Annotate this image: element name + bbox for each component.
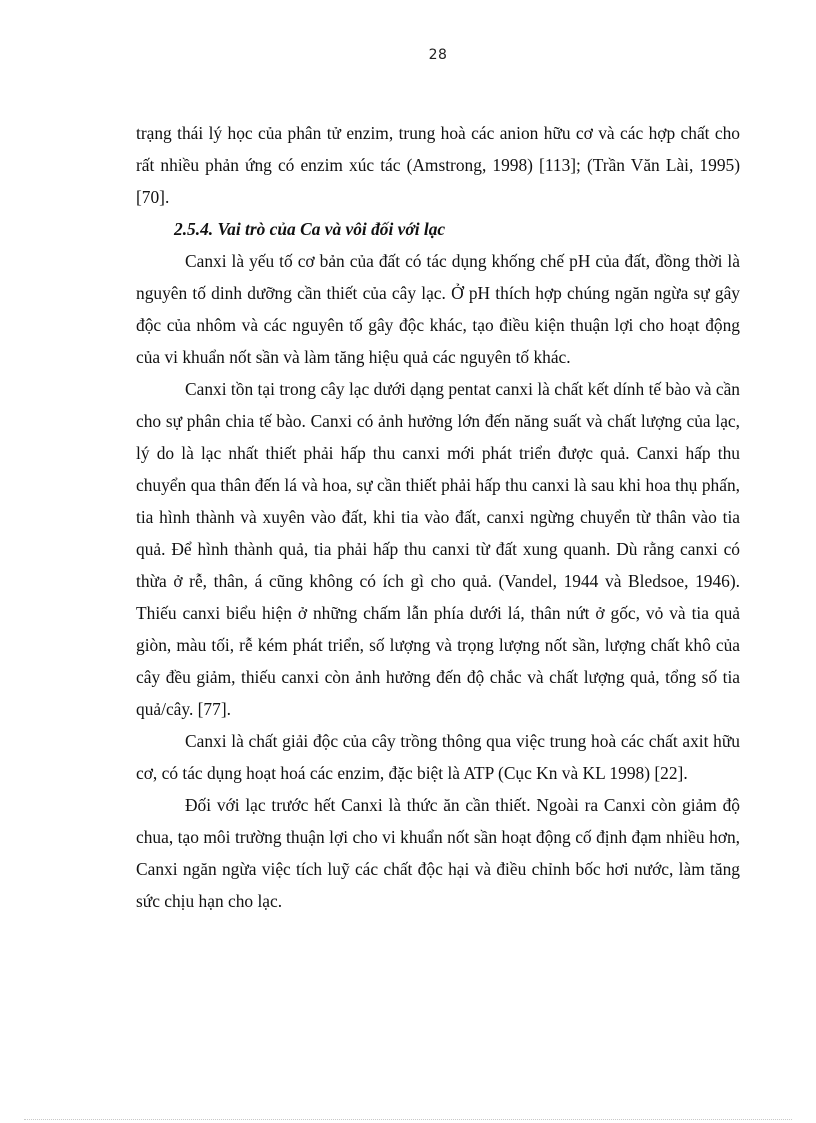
document-body: [136, 117, 740, 917]
bottom-dotted-rule: [24, 1119, 792, 1120]
paragraph-calcium-benefits: Đối với lạc trước hết Canxi là thức ăn cần thiết. Ngoài ra Canxi còn giảm độ chua, tạo môi trường thuận lợi cho vi khuẩn nốt sần hoạt động cố định đạm nhiều hơn, Canxi ngăn ngừa việc tích luỹ các chất độc hại và điều chỉnh bốc hơi nước, làm tăng sức chịu hạn cho lạc.: [136, 795, 740, 911]
paragraph-calcium-in-plant: Canxi tồn tại trong cây lạc dưới dạng pentat canxi là chất kết dính tế bào và cần cho sự phân chia tế bào. Canxi có ảnh hưởng lớn đến năng suất và chất lượng của lạc, lý do là lạc nhất thiết phải hấp thu canxi mới phát triển được quả. Canxi hấp thu chuyển qua thân đến lá và hoa, sự cần thiết phải hấp thu canxi là sau khi hoa thụ phấn, tia hình thành và xuyên vào đất, khi tia vào đất, canxi ngừng chuyển từ thân vào tia quả. Để hình thành quả, tia phải hấp thu canxi từ đất xung quanh. Dù rằng canxi có thừa ở rễ, thân, á cũng không có ích gì cho quả. (Vandel, 1944 và Bledsoe, 1946). Thiếu canxi biểu hiện ở những chấm lẫn phía dưới lá, thân nứt ở gốc, vỏ và tia quả giòn, màu tối, rễ kém phát triển, số lượng và trọng lượng nốt sần, lượng chất khô của cây đều giảm, thiếu canxi còn ảnh hưởng đến độ chắc và chất lượng quả, tổng số tia quả/cây. [77].: [136, 379, 740, 719]
section-heading: 2.5.4. Vai trò của Ca và vôi đối với lạc: [174, 219, 446, 239]
page-number: 28: [428, 47, 448, 63]
paragraph-calcium-detox: Canxi là chất giải độc của cây trồng thông qua việc trung hoà các chất axit hữu cơ, có tác dụng hoạt hoá các enzim, đặc biệt là ATP (Cục Kn và KL 1998) [22].: [136, 731, 740, 783]
intro-paragraph: trạng thái lý học của phân tử enzim, trung hoà các anion hữu cơ và các hợp chất cho rất nhiều phản ứng có enzim xúc tác (Amstrong, 1998) [113]; (Trần Văn Lài, 1995) [70].: [136, 123, 740, 207]
paragraph-calcium-role: Canxi là yếu tố cơ bản của đất có tác dụng khống chế pH của đất, đồng thời là nguyên tố dinh dưỡng cần thiết của cây lạc. Ở pH thích hợp chúng ngăn ngừa sự gây độc của nhôm và các nguyên tố gây độc khác, tạo điều kiện thuận lợi cho hoạt động của vi khuẩn nốt sần và làm tăng hiệu quả các nguyên tố khác.: [136, 251, 740, 367]
